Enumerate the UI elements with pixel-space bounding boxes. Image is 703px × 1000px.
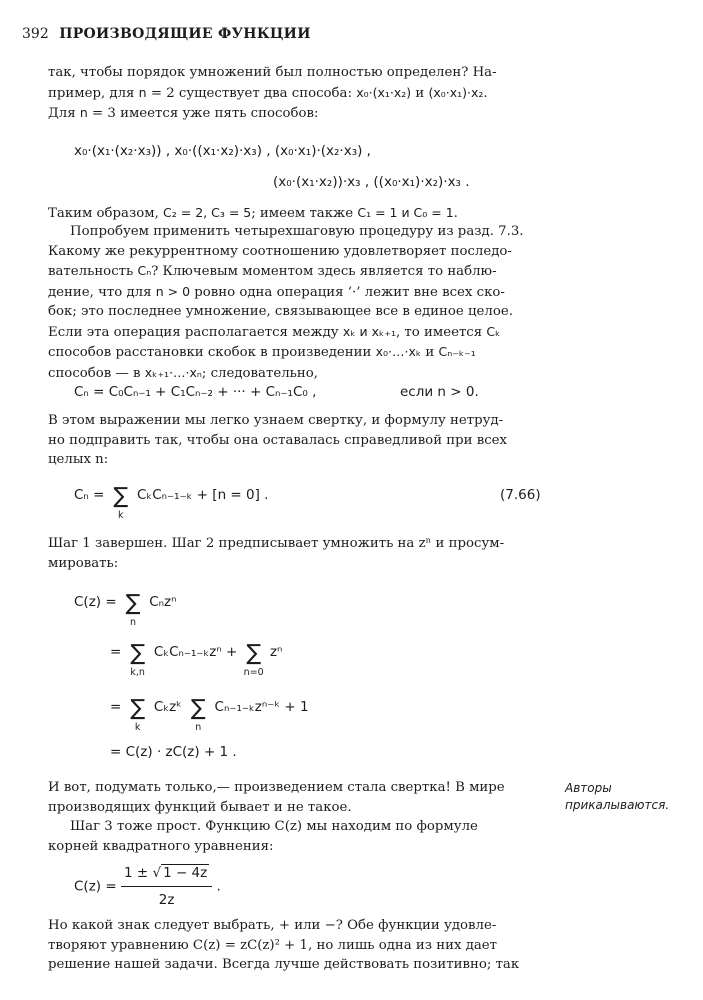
margin-note: Авторы прикалываются.	[565, 781, 670, 812]
text-line: Таким образом, C₂ = 2, C₃ = 5; имеем также C₁ = 1 и C₀ = 1.	[48, 205, 458, 221]
text-line: Но какой знак следует выбрать, + или −? Обе функции удовле-	[48, 918, 497, 933]
text-line: целых n:	[48, 452, 109, 467]
text-line: Шаг 1 завершен. Шаг 2 предписывает умножить на zⁿ и просум-	[48, 536, 505, 551]
text-line: творяют уравнению C(z) = zC(z)² + 1, но лишь одна из них дает	[48, 937, 498, 953]
text-line: Шаг 3 тоже прост. Функцию C(z) мы находим по формуле	[70, 819, 478, 834]
text-line: Попробуем применить четырехшаговую процедуру из разд. 7.3.	[70, 224, 524, 239]
genfunc-row-3: = ∑ k Cₖzᵏ ∑ n Cₙ₋₁₋ₖzⁿ⁻ᵏ + 1	[110, 696, 309, 733]
paragraph-6	[48, 778, 548, 817]
paragraph-4	[48, 411, 548, 470]
five-ways-row-2: (x₀·(x₁·x₂))·x₃ , ((x₀·x₁)·x₂)·x₃ .	[273, 174, 470, 190]
five-ways-row-1: x₀·(x₁·(x₂·x₃)) , x₀·((x₁·x₂)·x₃) , (x₀·x₁)·(x₂·x₃) ,	[74, 143, 371, 159]
paragraph-3-cont	[48, 242, 548, 384]
text-line: И вот, подумать только,— произведением стала свертка! В мире	[48, 780, 505, 795]
sum-symbol: ∑ k	[113, 484, 129, 521]
text-line: корней квадратного уравнения:	[48, 838, 274, 854]
paragraph-7	[48, 817, 548, 837]
equation-7-66: Cₙ = ∑ k CₖCₙ₋₁₋ₖ + [n = 0] .	[74, 484, 269, 521]
sum-symbol: ∑ n=0	[243, 641, 264, 678]
text-line: дение, что для n > 0 ровно одна операция ‘·’ лежит вне всех ско-	[48, 283, 505, 300]
genfunc-row-2: = ∑ k,n CₖCₙ₋₁₋ₖzⁿ + ∑ n=0 zⁿ	[110, 641, 283, 678]
text-line: Для n = 3 имеется уже пять способов:	[48, 105, 319, 121]
paragraph-7-cont	[48, 837, 548, 857]
quadratic-root-equation: C(z) = $\frac{1 \pm √ 1 - 4z}{2z}$ .	[74, 862, 221, 911]
running-header	[22, 26, 311, 42]
genfunc-row-1: C(z) = ∑ n Cₙzⁿ	[74, 591, 177, 628]
paragraph-1	[48, 63, 548, 124]
fraction: $\frac{1 \pm √ 1 - 4z}{2z}$	[121, 862, 212, 911]
sum-symbol: ∑ n	[190, 696, 206, 733]
equation-number: (7.66)	[500, 487, 541, 503]
paragraph-3	[48, 222, 548, 242]
recurrence-equation	[74, 382, 316, 402]
page-number: 392	[22, 26, 49, 42]
text-line: мировать:	[48, 555, 119, 571]
sum-symbol: ∑ n	[125, 591, 141, 628]
text-line: пример, для n = 2 существует два способа: x₀·(x₁·x₂) и (x₀·x₁)·x₂.	[48, 84, 488, 101]
genfunc-row-4: = C(z) · zC(z) + 1 .	[110, 744, 237, 760]
text-line: Какому же рекуррентному соотношению удовлетворяет последо-	[48, 243, 512, 259]
text-line: способов — в xₖ₊₁·…·xₙ; следовательно,	[48, 364, 318, 381]
running-title: ПРОИЗВОДЯЩИЕ ФУНКЦИИ	[59, 26, 311, 42]
text-line: В этом выражении мы легко узнаем свертку, и формулу нетруд-	[48, 413, 504, 428]
recurrence-lhs: Cₙ = C₀Cₙ₋₁ + C₁Cₙ₋₂ + ··· + Cₙ₋₁C₀ ,	[74, 384, 317, 400]
paragraph-5	[48, 534, 548, 573]
paragraph-2	[48, 203, 548, 224]
text-line: способов расстановки скобок в произведении x₀·…·xₖ и Cₙ₋ₖ₋₁	[48, 344, 476, 360]
text-line: так, чтобы порядок умножений был полностью определен? На-	[48, 65, 497, 80]
text-line: вательность Cₙ? Ключевым моментом здесь является то наблю-	[48, 263, 497, 279]
recurrence-condition: если n > 0.	[400, 384, 479, 400]
text-line: решение нашей задачи. Всегда лучше действовать позитивно; так	[48, 957, 520, 972]
text-line: производящих функций бывает и не такое.	[48, 799, 352, 815]
text-line: бок; это последнее умножение, связывающее все в единое целое.	[48, 304, 513, 319]
text-line: но подправить так, чтобы она оставалась справедливой при всех	[48, 432, 508, 448]
sum-symbol: ∑ k	[130, 696, 146, 733]
paragraph-8	[48, 916, 548, 975]
sum-symbol: ∑ k,n	[130, 641, 146, 678]
text-line: Если эта операция располагается между xₖ и xₖ₊₁, то имеется Cₖ	[48, 323, 501, 340]
